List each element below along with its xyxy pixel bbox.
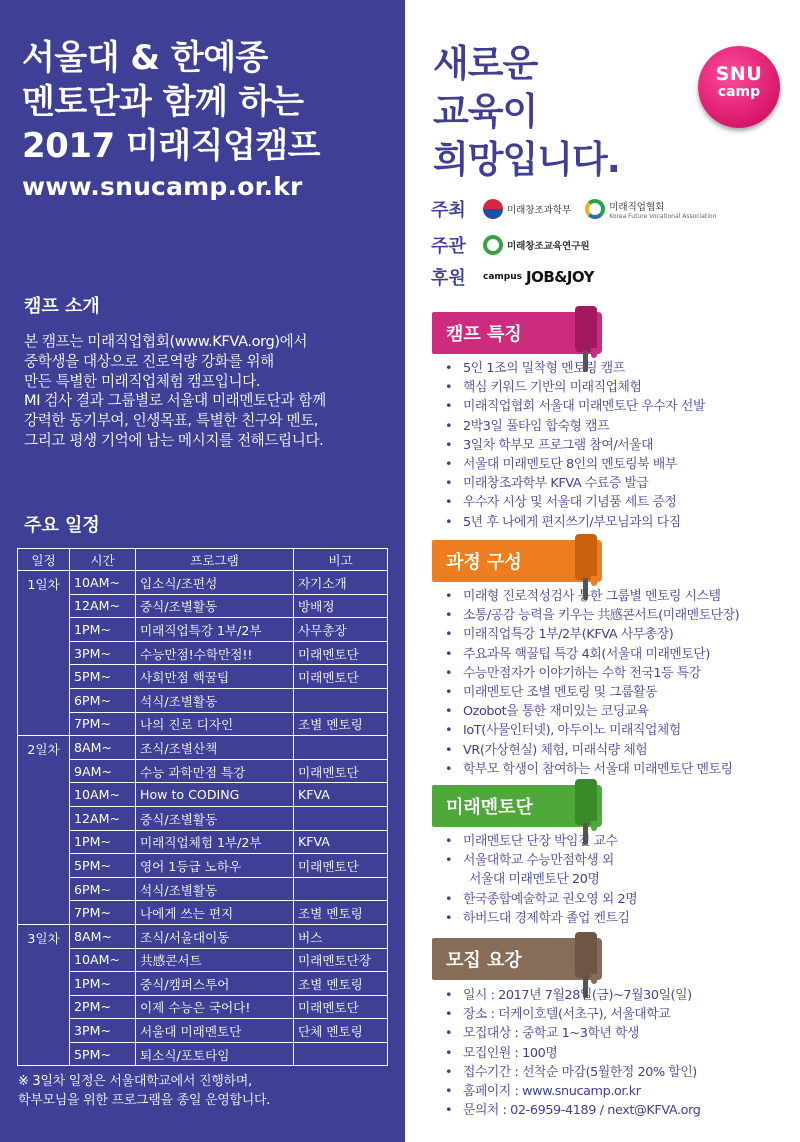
- table-row: [18, 618, 388, 642]
- sponsor-campus-text: campus: [483, 272, 522, 282]
- schedule-program-cell: 사회만점 핵꿀팁: [136, 665, 294, 689]
- table-row: [18, 995, 388, 1019]
- schedule-note-cell: [294, 806, 388, 830]
- sponsor-label: 후원: [431, 268, 466, 289]
- list-item: • 서울대 미래멘토단 8인의 멘토링북 배부: [443, 455, 795, 474]
- schedule-note-cell: [294, 736, 388, 760]
- intro-text: [24, 332, 400, 451]
- schedule-time-cell: 10AM~: [70, 571, 136, 595]
- schedule-body: [18, 571, 388, 1066]
- schedule-day-cell: [18, 948, 70, 972]
- intro-line: 만든 특별한 미래직업체험 캠프입니다.: [24, 372, 261, 390]
- schedule-day-cell: [18, 759, 70, 783]
- schedule-day-cell: [18, 712, 70, 736]
- schedule-program-cell: 입소식/조편성: [136, 571, 294, 595]
- list-item: • 문의처 : 02-6959-4189 / next@KFVA.org: [443, 1101, 795, 1120]
- schedule-day-cell: [18, 830, 70, 854]
- schedule-note-cell: 미래멘토단: [294, 641, 388, 665]
- table-row: [18, 806, 388, 830]
- schedule-note: [18, 1072, 270, 1110]
- table-row: [18, 1019, 388, 1043]
- list-item: • 미래멘토단 단장 박임진 교수: [443, 832, 795, 851]
- list-item: • 장소 : 더케이호텔(서초구), 서울대학교: [443, 1005, 795, 1024]
- host-label: 주최: [431, 200, 466, 221]
- list-item: • 핵심 키워드 기반의 미래직업체험: [443, 378, 795, 397]
- schedule-program-cell: 중식/조별활동: [136, 594, 294, 618]
- schedule-day-cell: [18, 618, 70, 642]
- hero-title-line: 2017 미래직업캠프: [22, 126, 321, 166]
- list-item: • 모집대상 : 중학교 1~3학년 학생: [443, 1024, 795, 1043]
- schedule-note-cell: 미래멘토단: [294, 665, 388, 689]
- schedule-note-cell: 자기소개: [294, 571, 388, 595]
- schedule-header-row: [18, 549, 388, 571]
- schedule-note-cell: 조별 멘토링: [294, 712, 388, 736]
- table-row: [18, 688, 388, 712]
- schedule-program-cell: 석식/조별활동: [136, 688, 294, 712]
- schedule-day-cell: [18, 995, 70, 1019]
- section-recruit-heading: 모집 요강: [432, 938, 602, 980]
- schedule-note-cell: 버스: [294, 924, 388, 948]
- schedule-header-time: 시간: [70, 549, 136, 571]
- organizer-label: 주관: [431, 236, 466, 257]
- list-item: • 수능만점자가 이야기하는 수학 전국1등 특강: [443, 664, 795, 683]
- section-mentors-list: [443, 832, 795, 928]
- schedule-day-cell: [18, 783, 70, 807]
- schedule-time-cell: 7PM~: [70, 712, 136, 736]
- schedule-note-cell: 미래멘토단: [294, 995, 388, 1019]
- section-features-heading: 캠프 특징: [432, 312, 602, 354]
- paint-drip-icon: [591, 974, 597, 984]
- paint-drip-icon: [591, 576, 597, 586]
- schedule-time-cell: 5PM~: [70, 665, 136, 689]
- table-row: [18, 854, 388, 878]
- schedule-note-cell: [294, 1042, 388, 1066]
- host-org-name: 미래창조과학부: [507, 205, 572, 216]
- hero-title-line: 멘토단과 함께 하는: [22, 82, 304, 122]
- schedule-day-cell: 3일차: [18, 924, 70, 948]
- organizer-org-name: 미래창조교육연구원: [507, 241, 590, 252]
- institute-logo-icon: [483, 235, 503, 255]
- list-item: • 소통/공감 능력을 키우는 共感콘서트(미래멘토단장): [443, 606, 795, 625]
- slogan-line: 새로운: [433, 42, 538, 85]
- schedule-time-cell: 1PM~: [70, 618, 136, 642]
- list-item: • 서울대학교 수능만점학생 외: [443, 851, 795, 870]
- schedule-day-cell: [18, 594, 70, 618]
- table-row: [18, 783, 388, 807]
- table-row: [18, 736, 388, 760]
- schedule-header-day: 일정: [18, 549, 70, 571]
- schedule-note-cell: 미래멘토단장: [294, 948, 388, 972]
- list-item: • 미래직업협회 서울대 미래멘토단 우수자 선발: [443, 397, 795, 416]
- schedule-time-cell: 10AM~: [70, 783, 136, 807]
- paint-roller-icon: [575, 932, 597, 994]
- sponsor-logo: JOB&JOY: [526, 268, 595, 286]
- schedule-note-line: 학부모님을 위한 프로그램을 종일 운영합니다.: [18, 1093, 271, 1108]
- logo-line2: camp: [717, 84, 761, 100]
- schedule-program-cell: 이제 수능은 국어다!: [136, 995, 294, 1019]
- schedule-program-cell: 퇴소식/포토타임: [136, 1042, 294, 1066]
- schedule-time-cell: 2PM~: [70, 995, 136, 1019]
- schedule-program-cell: 共感콘서트: [136, 948, 294, 972]
- intro-line: 중학생을 대상으로 진로역량 강화를 위해: [24, 352, 274, 370]
- schedule-note-cell: 미래멘토단: [294, 759, 388, 783]
- list-item: • 5년 후 나에게 편지쓰기/부모님과의 다짐: [443, 513, 795, 532]
- list-item: • 미래멘토단 조별 멘토링 및 그룹활동: [443, 683, 795, 702]
- schedule-note-cell: [294, 688, 388, 712]
- schedule-program-cell: 영어 1등급 노하우: [136, 854, 294, 878]
- schedule-program-cell: 미래직업특강 1부/2부: [136, 618, 294, 642]
- list-item: • 주요과목 핵꿀팁 특강 4회(서울대 미래멘토단): [443, 645, 795, 664]
- schedule-note-cell: KFVA: [294, 830, 388, 854]
- hero-url: www.snucamp.or.kr: [22, 172, 303, 201]
- schedule-day-cell: [18, 877, 70, 901]
- section-curriculum-list: [443, 587, 795, 779]
- schedule-note-cell: 단체 멘토링: [294, 1019, 388, 1043]
- list-item: • 우수자 시상 및 서울대 기념품 세트 증정: [443, 493, 795, 512]
- schedule-note-line: ※ 3일차 일정은 서울대학교에서 진행하며,: [18, 1074, 252, 1089]
- schedule-time-cell: 6PM~: [70, 688, 136, 712]
- schedule-time-cell: 1PM~: [70, 830, 136, 854]
- host-org-name: 미래직업협회: [609, 201, 665, 213]
- paint-drip-icon: [591, 348, 597, 358]
- schedule-program-cell: 조식/조별산책: [136, 736, 294, 760]
- schedule-program-cell: 나의 진로 디자인: [136, 712, 294, 736]
- schedule-time-cell: 12AM~: [70, 594, 136, 618]
- schedule-program-cell: 서울대 미래멘토단: [136, 1019, 294, 1043]
- sponsor-row: [431, 262, 594, 292]
- section-recruit-list: [443, 986, 795, 1120]
- schedule-note-cell: 조별 멘토링: [294, 901, 388, 925]
- schedule-program-cell: 중식/캠퍼스투어: [136, 972, 294, 996]
- section-curriculum-heading: 과정 구성: [432, 540, 602, 582]
- paint-drip-icon: [591, 821, 597, 831]
- schedule-note-cell: 미래멘토단: [294, 854, 388, 878]
- hero-title: [22, 36, 402, 168]
- intro-line: 본 캠프는 미래직업협회(www.KFVA.org)에서: [24, 333, 308, 350]
- korea-emblem-icon: [483, 199, 503, 219]
- host-org-kfva: [585, 199, 716, 220]
- schedule-time-cell: 8AM~: [70, 736, 136, 760]
- table-row: [18, 759, 388, 783]
- intro-line: MI 검사 결과 그룹별로 서울대 미래멘토단과 함께: [24, 392, 326, 410]
- logo-line1: SNU: [715, 63, 763, 85]
- schedule-heading: 주요 일정: [24, 515, 100, 536]
- schedule-note-cell: 사무총장: [294, 618, 388, 642]
- table-row: [18, 594, 388, 618]
- list-item: • 학부모 학생이 참여하는 서울대 미래멘토단 멘토링: [443, 760, 795, 779]
- schedule-day-cell: [18, 1019, 70, 1043]
- host-org-sub: Korea Future Vocational Association: [609, 212, 717, 220]
- section-mentors-heading: 미래멘토단: [432, 785, 602, 827]
- host-org-msip: [483, 199, 571, 219]
- schedule-time-cell: 5PM~: [70, 854, 136, 878]
- intro-line: 그리고 평생 기억에 남는 메시지를 전해드립니다.: [24, 431, 324, 449]
- list-item: • VR(가상현실) 체험, 미래식량 체험: [443, 741, 795, 760]
- intro-line: 강력한 동기부여, 인생목표, 특별한 친구와 멘토,: [24, 412, 319, 430]
- schedule-time-cell: 3PM~: [70, 641, 136, 665]
- list-item: • 2박3일 풀타임 합숙형 캠프: [443, 417, 795, 436]
- schedule-note-cell: KFVA: [294, 783, 388, 807]
- list-item: • 모집인원 : 100명: [443, 1044, 795, 1063]
- schedule-day-cell: [18, 688, 70, 712]
- schedule-note-cell: 조별 멘토링: [294, 972, 388, 996]
- schedule-program-cell: 수능 과학만점 특강: [136, 759, 294, 783]
- schedule-time-cell: 10AM~: [70, 948, 136, 972]
- schedule-program-cell: 중식/조별활동: [136, 806, 294, 830]
- schedule-program-cell: 나에게 쓰는 편지: [136, 901, 294, 925]
- schedule-day-cell: [18, 806, 70, 830]
- list-item: • 하버드대 경제학과 졸업 켄트김: [443, 909, 795, 928]
- schedule-program-cell: How to CODING: [136, 783, 294, 807]
- table-row: [18, 877, 388, 901]
- slogan: [433, 40, 620, 184]
- schedule-day-cell: 1일차: [18, 571, 70, 595]
- schedule-note-cell: [294, 877, 388, 901]
- schedule-day-cell: [18, 972, 70, 996]
- list-item: 서울대 미래멘토단 20명: [469, 872, 600, 888]
- schedule-time-cell: 1PM~: [70, 972, 136, 996]
- section-features-list: [443, 359, 795, 532]
- schedule-day-cell: 2일차: [18, 736, 70, 760]
- slogan-line: 교육이: [433, 90, 538, 133]
- kfva-logo-icon: [585, 199, 605, 219]
- table-row: [18, 571, 388, 595]
- list-item: • IoT(사물인터넷), 아두이노 미래직업체험: [443, 721, 795, 740]
- schedule-program-cell: 석식/조별활동: [136, 877, 294, 901]
- list-item: • 미래직업특강 1부/2부(KFVA 사무총장): [443, 625, 795, 644]
- schedule-note-cell: 방배정: [294, 594, 388, 618]
- schedule-time-cell: 6PM~: [70, 877, 136, 901]
- schedule-time-cell: 5PM~: [70, 1042, 136, 1066]
- host-row: [431, 194, 730, 224]
- schedule-program-cell: 미래직업체험 1부/2부: [136, 830, 294, 854]
- schedule-day-cell: [18, 1042, 70, 1066]
- schedule-program-cell: 조식/서울대이동: [136, 924, 294, 948]
- schedule-header-note: 비고: [294, 549, 388, 571]
- schedule-table: [17, 548, 388, 1066]
- list-item: • Ozobot을 통한 재미있는 코딩교육: [443, 702, 795, 721]
- table-row: [18, 924, 388, 948]
- schedule-header-program: 프로그램: [136, 549, 294, 571]
- list-item: • 일시 : 2017년 7월28일(금)~7월30일(일): [443, 986, 795, 1005]
- schedule-time-cell: 12AM~: [70, 806, 136, 830]
- table-row: [18, 948, 388, 972]
- organizer-org: [483, 235, 590, 255]
- table-row: [18, 641, 388, 665]
- table-row: [18, 972, 388, 996]
- list-item: • 한국종합예술학교 권오영 외 2명: [443, 890, 795, 909]
- list-item: • 3일차 학부모 프로그램 참여/서울대: [443, 436, 795, 455]
- table-row: [18, 665, 388, 689]
- organizer-row: [431, 230, 604, 260]
- table-row: [18, 901, 388, 925]
- intro-heading: 캠프 소개: [24, 296, 100, 317]
- schedule-program-cell: 수능만점!수학만점!!: [136, 641, 294, 665]
- list-item: • 접수기간 : 선착순 마감(5월한정 20% 할인): [443, 1063, 795, 1082]
- slogan-line: 희망입니다.: [433, 138, 620, 181]
- table-row: [18, 1042, 388, 1066]
- right-panel: [405, 0, 800, 1142]
- schedule-day-cell: [18, 665, 70, 689]
- list-item: • 미래창조과학부 KFVA 수료증 발급: [443, 474, 795, 493]
- schedule-day-cell: [18, 901, 70, 925]
- schedule-time-cell: 9AM~: [70, 759, 136, 783]
- hero-title-line: 서울대 & 한예종: [22, 38, 268, 78]
- list-item: • 홈페이지 : www.snucamp.or.kr: [443, 1082, 795, 1101]
- table-row: [18, 830, 388, 854]
- snu-camp-logo: [698, 46, 780, 128]
- schedule-day-cell: [18, 641, 70, 665]
- list-item: • 5인 1조의 밀착형 멘토링 캠프: [443, 359, 795, 378]
- schedule-time-cell: 3PM~: [70, 1019, 136, 1043]
- schedule-day-cell: [18, 854, 70, 878]
- table-row: [18, 712, 388, 736]
- schedule-time-cell: 7PM~: [70, 901, 136, 925]
- schedule-time-cell: 8AM~: [70, 924, 136, 948]
- list-item: • 미래형 진로적성검사 통한 그룹별 멘토링 시스템: [443, 587, 795, 606]
